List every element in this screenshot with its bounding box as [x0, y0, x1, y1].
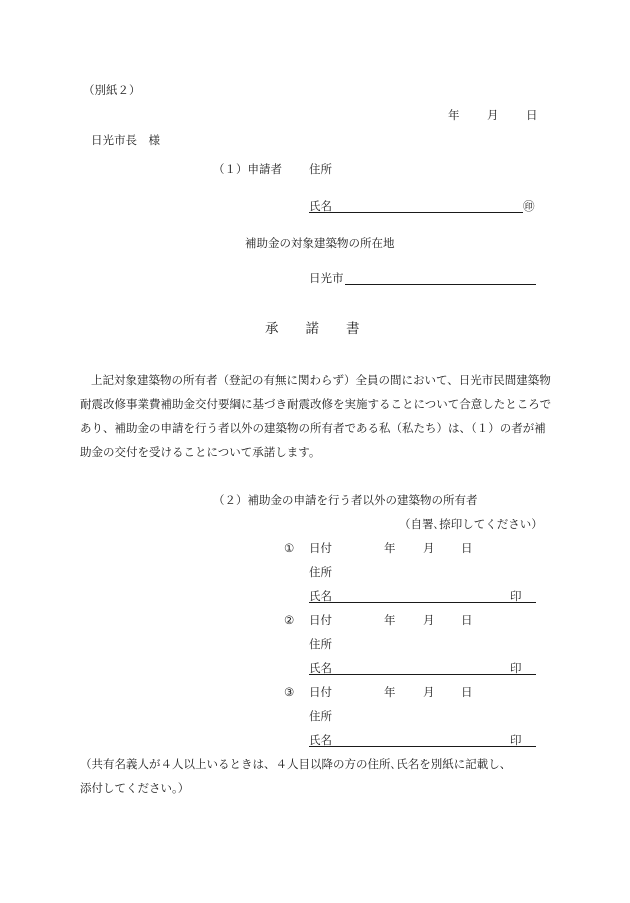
owner-2-address-label: 住所 [309, 637, 332, 651]
owner-1-name-label: 氏名 [309, 589, 332, 603]
addressee: 日光市長 様 [91, 133, 160, 147]
applicant-name-label: 氏名 [309, 199, 332, 213]
building-location-heading: 補助金の対象建築物の所在地 [245, 236, 395, 250]
building-city-prefix: 日光市 [309, 271, 344, 285]
applicant-name-line [309, 212, 523, 213]
owner-3-name-label: 氏名 [309, 733, 332, 747]
document-title: 承 諾 書 [265, 321, 360, 337]
date-month-label: 月 [487, 108, 499, 122]
owner-3-number: ③ [284, 685, 295, 699]
applicant-address-label: 住所 [309, 162, 332, 176]
owner-3-year-label: 年 [384, 685, 396, 699]
owner-1-date-label: 日付 [309, 541, 332, 555]
applicant-seal-mark: ㊞ [523, 199, 535, 213]
owner-2-year-label: 年 [384, 613, 396, 627]
consent-body-text: 上記対象建築物の所有者（登記の有無に関わらず）全員の間において、日光市民間建築物耐震改修事業費補助金交付要綱に基づき耐震改修を実施することについて合意したところであり、補助金の申請を行う者以外の建築物の所有者である私（私たち）は、（１）の者が補助金の交付を受けることについて承諾します。 [80, 373, 552, 459]
owner-2-seal-mark: 印 [510, 661, 522, 675]
date-day-label: 日 [526, 108, 538, 122]
owner-2-name-label: 氏名 [309, 661, 332, 675]
date-year-label: 年 [448, 108, 460, 122]
owner-3-day-label: 日 [461, 685, 473, 699]
owner-2-name-line [309, 674, 536, 675]
owner-1-name-line [309, 602, 536, 603]
attachment-label: （別紙２） [83, 83, 141, 97]
applicant-section-label: （１）申請者 [213, 162, 282, 176]
owner-2-number: ② [284, 613, 295, 627]
footnote-line-1: （共有名義人が４人以上いるときは、４人目以降の方の住所､氏名を別紙に記載し、 [80, 757, 512, 771]
owner-3-date-label: 日付 [309, 685, 332, 699]
owner-3-address-label: 住所 [309, 709, 332, 723]
building-address-line [345, 284, 536, 285]
owner-1-seal-mark: 印 [510, 589, 522, 603]
owner-2-date-label: 日付 [309, 613, 332, 627]
owner-1-address-label: 住所 [309, 565, 332, 579]
owner-1-number: ① [284, 541, 295, 555]
owner-2-month-label: 月 [423, 613, 435, 627]
owners-section-instruction: （自署､捺印してください） [399, 517, 543, 531]
owner-1-year-label: 年 [384, 541, 396, 555]
owner-1-month-label: 月 [423, 541, 435, 555]
footnote-line-2: 添付してください。） [80, 781, 190, 795]
owner-3-month-label: 月 [423, 685, 435, 699]
owner-3-seal-mark: 印 [510, 733, 522, 747]
owner-1-day-label: 日 [461, 541, 473, 555]
owner-3-name-line [309, 746, 536, 747]
owners-section-heading: （２）補助金の申請を行う者以外の建築物の所有者 [213, 493, 478, 507]
owner-2-day-label: 日 [461, 613, 473, 627]
